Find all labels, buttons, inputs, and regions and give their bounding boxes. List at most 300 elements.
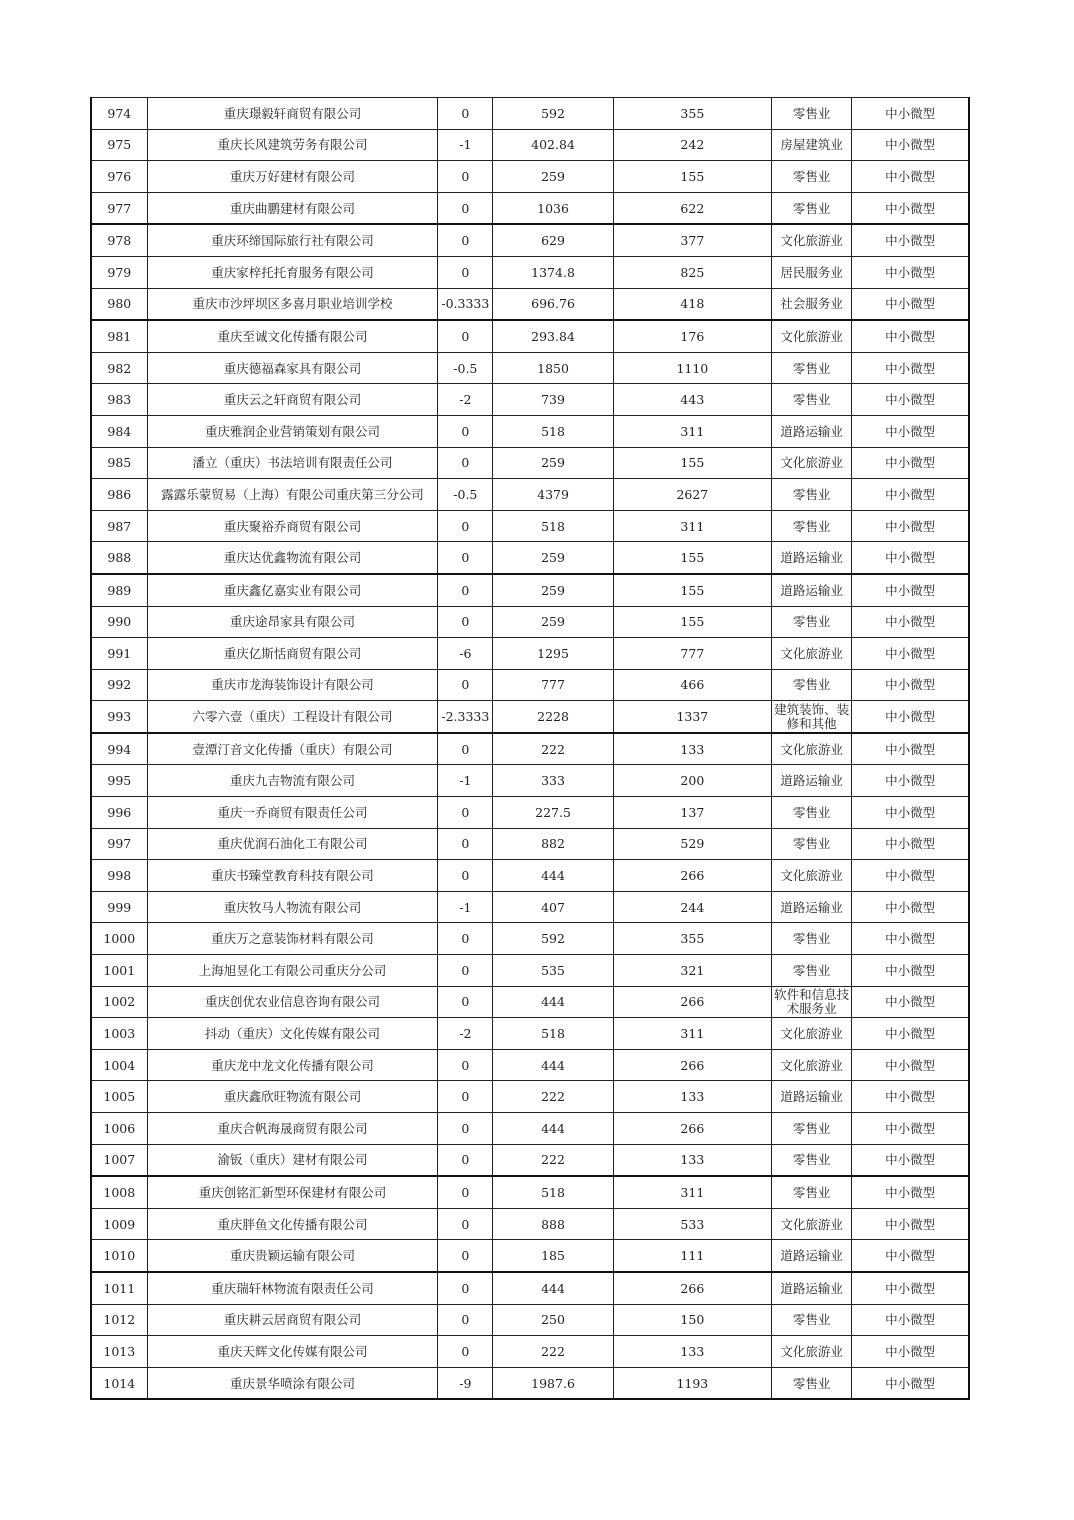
- cell-company-name: 重庆雅润企业营销策划有限公司: [147, 415, 438, 447]
- cell-industry: 文化旅游业: [772, 1336, 852, 1368]
- cell-value-b: 1036: [493, 192, 613, 224]
- cell-value-b: 444: [493, 1113, 613, 1145]
- cell-company-name: 重庆一乔商贸有限责任公司: [147, 797, 438, 829]
- cell-number: 1006: [91, 1113, 147, 1145]
- cell-industry: 文化旅游业: [772, 1049, 852, 1081]
- cell-value-a: 0: [438, 1208, 493, 1240]
- cell-value-a: 0: [438, 320, 493, 352]
- cell-value-a: 0: [438, 1240, 493, 1272]
- cell-industry: 零售业: [772, 384, 852, 416]
- cell-value-c: 321: [613, 955, 771, 987]
- cell-industry: 建筑装饰、装修和其他: [772, 701, 852, 733]
- cell-company-name: 壹潭汀音文化传播（重庆）有限公司: [147, 733, 438, 765]
- cell-number: 1005: [91, 1081, 147, 1113]
- table-row: [91, 1176, 969, 1208]
- cell-number: 998: [91, 860, 147, 892]
- table-row: [91, 192, 969, 224]
- table-row: [91, 256, 969, 288]
- cell-value-b: 185: [493, 1240, 613, 1272]
- cell-industry: 文化旅游业: [772, 320, 852, 352]
- cell-number: 974: [91, 98, 147, 130]
- cell-enterprise-size: 中小微型: [852, 510, 969, 542]
- cell-company-name: 重庆聚裕乔商贸有限公司: [147, 510, 438, 542]
- cell-company-name: 重庆德福森家具有限公司: [147, 352, 438, 384]
- table-row: [91, 1367, 969, 1399]
- cell-value-c: 466: [613, 669, 771, 701]
- cell-value-b: 444: [493, 860, 613, 892]
- cell-number: 1009: [91, 1208, 147, 1240]
- cell-company-name: 重庆鑫欣旺物流有限公司: [147, 1081, 438, 1113]
- cell-company-name: 重庆九吉物流有限公司: [147, 765, 438, 797]
- cell-value-a: 0: [438, 415, 493, 447]
- cell-value-a: -6: [438, 638, 493, 670]
- table-row: [91, 1049, 969, 1081]
- cell-industry: 道路运输业: [772, 542, 852, 574]
- cell-company-name: 重庆胖鱼文化传播有限公司: [147, 1208, 438, 1240]
- cell-value-c: 622: [613, 192, 771, 224]
- cell-enterprise-size: 中小微型: [852, 192, 969, 224]
- table-row: [91, 129, 969, 161]
- cell-number: 1011: [91, 1272, 147, 1304]
- cell-value-c: 137: [613, 797, 771, 829]
- cell-number: 995: [91, 765, 147, 797]
- cell-number: 992: [91, 669, 147, 701]
- cell-value-c: 266: [613, 1272, 771, 1304]
- cell-industry: 软件和信息技术服务业: [772, 986, 852, 1018]
- cell-value-c: 266: [613, 860, 771, 892]
- cell-value-a: 0: [438, 1272, 493, 1304]
- cell-value-a: -0.5: [438, 479, 493, 511]
- cell-value-a: 0: [438, 447, 493, 479]
- cell-value-b: 1295: [493, 638, 613, 670]
- cell-value-c: 311: [613, 415, 771, 447]
- cell-value-b: 518: [493, 415, 613, 447]
- cell-company-name: 重庆贵颖运输有限公司: [147, 1240, 438, 1272]
- cell-number: 986: [91, 479, 147, 511]
- cell-enterprise-size: 中小微型: [852, 320, 969, 352]
- cell-value-b: 222: [493, 1336, 613, 1368]
- cell-value-c: 825: [613, 256, 771, 288]
- table-row: [91, 986, 969, 1018]
- cell-company-name: 重庆至诚文化传播有限公司: [147, 320, 438, 352]
- cell-value-b: 259: [493, 574, 613, 606]
- cell-industry: 零售业: [772, 352, 852, 384]
- cell-industry: 零售业: [772, 923, 852, 955]
- cell-enterprise-size: 中小微型: [852, 669, 969, 701]
- cell-number: 976: [91, 161, 147, 193]
- cell-enterprise-size: 中小微型: [852, 891, 969, 923]
- cell-value-b: 222: [493, 1144, 613, 1176]
- cell-company-name: 上海旭昱化工有限公司重庆分公司: [147, 955, 438, 987]
- cell-enterprise-size: 中小微型: [852, 574, 969, 606]
- cell-value-a: -2: [438, 384, 493, 416]
- table-row: [91, 1336, 969, 1368]
- cell-value-c: 1193: [613, 1367, 771, 1399]
- table-row: [91, 1144, 969, 1176]
- cell-company-name: 重庆万好建材有限公司: [147, 161, 438, 193]
- table-row: [91, 447, 969, 479]
- cell-company-name: 潘立（重庆）书法培训有限责任公司: [147, 447, 438, 479]
- cell-enterprise-size: 中小微型: [852, 288, 969, 320]
- cell-value-c: 155: [613, 606, 771, 638]
- table-row: [91, 1113, 969, 1145]
- cell-industry: 零售业: [772, 955, 852, 987]
- table-row: [91, 510, 969, 542]
- table-row: [91, 98, 969, 130]
- table-row: [91, 828, 969, 860]
- cell-enterprise-size: 中小微型: [852, 384, 969, 416]
- cell-value-a: 0: [438, 923, 493, 955]
- table-row: [91, 574, 969, 606]
- cell-value-c: 111: [613, 1240, 771, 1272]
- table-row: [91, 479, 969, 511]
- cell-enterprise-size: 中小微型: [852, 733, 969, 765]
- cell-value-c: 266: [613, 1113, 771, 1145]
- cell-number: 991: [91, 638, 147, 670]
- cell-value-a: 0: [438, 192, 493, 224]
- cell-company-name: 露露乐蒙贸易（上海）有限公司重庆第三分公司: [147, 479, 438, 511]
- cell-enterprise-size: 中小微型: [852, 1208, 969, 1240]
- cell-company-name: 重庆鑫亿嘉实业有限公司: [147, 574, 438, 606]
- cell-number: 983: [91, 384, 147, 416]
- cell-value-a: -0.5: [438, 352, 493, 384]
- cell-number: 1008: [91, 1176, 147, 1208]
- cell-company-name: 重庆创优农业信息咨询有限公司: [147, 986, 438, 1018]
- cell-industry: 文化旅游业: [772, 860, 852, 892]
- cell-company-name: 重庆市沙坪坝区多喜月职业培训学校: [147, 288, 438, 320]
- table-row: [91, 161, 969, 193]
- cell-value-c: 311: [613, 1018, 771, 1050]
- cell-industry: 道路运输业: [772, 1272, 852, 1304]
- cell-industry: 房屋建筑业: [772, 129, 852, 161]
- cell-number: 975: [91, 129, 147, 161]
- cell-value-b: 444: [493, 1049, 613, 1081]
- cell-enterprise-size: 中小微型: [852, 224, 969, 256]
- cell-value-b: 592: [493, 98, 613, 130]
- cell-number: 981: [91, 320, 147, 352]
- cell-industry: 零售业: [772, 98, 852, 130]
- cell-enterprise-size: 中小微型: [852, 828, 969, 860]
- cell-value-a: 0: [438, 574, 493, 606]
- cell-value-c: 155: [613, 161, 771, 193]
- cell-industry: 零售业: [772, 192, 852, 224]
- cell-value-b: 250: [493, 1304, 613, 1336]
- cell-value-c: 311: [613, 1176, 771, 1208]
- cell-value-a: 0: [438, 1176, 493, 1208]
- table-row: [91, 797, 969, 829]
- cell-value-a: 0: [438, 1049, 493, 1081]
- cell-enterprise-size: 中小微型: [852, 1176, 969, 1208]
- cell-company-name: 六零六壹（重庆）工程设计有限公司: [147, 701, 438, 733]
- table-row: [91, 1272, 969, 1304]
- cell-value-a: 0: [438, 669, 493, 701]
- table-row: [91, 542, 969, 574]
- cell-value-a: 0: [438, 797, 493, 829]
- cell-value-c: 150: [613, 1304, 771, 1336]
- cell-value-b: 1374.8: [493, 256, 613, 288]
- cell-industry: 道路运输业: [772, 574, 852, 606]
- cell-value-a: 0: [438, 542, 493, 574]
- cell-number: 990: [91, 606, 147, 638]
- cell-value-a: 0: [438, 606, 493, 638]
- table-row: [91, 415, 969, 447]
- cell-company-name: 重庆云之轩商贸有限公司: [147, 384, 438, 416]
- cell-enterprise-size: 中小微型: [852, 986, 969, 1018]
- cell-value-a: 0: [438, 1336, 493, 1368]
- cell-enterprise-size: 中小微型: [852, 860, 969, 892]
- cell-company-name: 重庆长风建筑劳务有限公司: [147, 129, 438, 161]
- cell-value-a: -1: [438, 891, 493, 923]
- cell-company-name: 重庆市龙海装饰设计有限公司: [147, 669, 438, 701]
- cell-company-name: 重庆创铭汇新型环保建材有限公司: [147, 1176, 438, 1208]
- cell-value-c: 443: [613, 384, 771, 416]
- cell-value-b: 227.5: [493, 797, 613, 829]
- cell-value-a: 0: [438, 860, 493, 892]
- cell-enterprise-size: 中小微型: [852, 701, 969, 733]
- table-row: [91, 606, 969, 638]
- cell-value-b: 739: [493, 384, 613, 416]
- cell-company-name: 重庆景华喷涂有限公司: [147, 1367, 438, 1399]
- cell-value-b: 402.84: [493, 129, 613, 161]
- cell-industry: 零售业: [772, 1113, 852, 1145]
- cell-company-name: 重庆家梓托托育服务有限公司: [147, 256, 438, 288]
- cell-company-name: 重庆天辉文化传媒有限公司: [147, 1336, 438, 1368]
- cell-company-name: 重庆优润石油化工有限公司: [147, 828, 438, 860]
- cell-enterprise-size: 中小微型: [852, 1049, 969, 1081]
- cell-number: 984: [91, 415, 147, 447]
- cell-value-a: -2.3333: [438, 701, 493, 733]
- cell-number: 1007: [91, 1144, 147, 1176]
- table-row: [91, 733, 969, 765]
- cell-industry: 社会服务业: [772, 288, 852, 320]
- cell-company-name: 重庆牧马人物流有限公司: [147, 891, 438, 923]
- cell-value-b: 629: [493, 224, 613, 256]
- cell-industry: 零售业: [772, 1304, 852, 1336]
- cell-industry: 零售业: [772, 828, 852, 860]
- cell-value-c: 311: [613, 510, 771, 542]
- cell-industry: 零售业: [772, 669, 852, 701]
- cell-company-name: 重庆万之意装饰材料有限公司: [147, 923, 438, 955]
- table-row: [91, 860, 969, 892]
- cell-company-name: 重庆耕云居商贸有限公司: [147, 1304, 438, 1336]
- cell-value-b: 222: [493, 1081, 613, 1113]
- cell-company-name: 重庆书臻堂教育科技有限公司: [147, 860, 438, 892]
- cell-industry: 文化旅游业: [772, 224, 852, 256]
- cell-company-name: 重庆龙中龙文化传播有限公司: [147, 1049, 438, 1081]
- cell-industry: 文化旅游业: [772, 447, 852, 479]
- cell-enterprise-size: 中小微型: [852, 352, 969, 384]
- cell-industry: 零售业: [772, 606, 852, 638]
- cell-enterprise-size: 中小微型: [852, 447, 969, 479]
- cell-value-b: 259: [493, 606, 613, 638]
- cell-enterprise-size: 中小微型: [852, 1081, 969, 1113]
- table-row: [91, 288, 969, 320]
- cell-value-c: 155: [613, 574, 771, 606]
- cell-value-a: 0: [438, 510, 493, 542]
- table-row: [91, 1208, 969, 1240]
- cell-value-c: 266: [613, 1049, 771, 1081]
- data-table: [90, 97, 970, 1400]
- cell-enterprise-size: 中小微型: [852, 955, 969, 987]
- cell-value-b: 222: [493, 733, 613, 765]
- cell-value-a: -1: [438, 765, 493, 797]
- cell-value-b: 535: [493, 955, 613, 987]
- cell-value-a: 0: [438, 1113, 493, 1145]
- cell-value-a: -2: [438, 1018, 493, 1050]
- cell-company-name: 重庆瑞轩林物流有限责任公司: [147, 1272, 438, 1304]
- cell-industry: 文化旅游业: [772, 1018, 852, 1050]
- cell-value-a: 0: [438, 98, 493, 130]
- cell-number: 979: [91, 256, 147, 288]
- cell-value-c: 200: [613, 765, 771, 797]
- table-row: [91, 384, 969, 416]
- cell-number: 1001: [91, 955, 147, 987]
- cell-value-a: -9: [438, 1367, 493, 1399]
- table-row: [91, 1240, 969, 1272]
- cell-value-b: 518: [493, 1018, 613, 1050]
- table-row: [91, 891, 969, 923]
- cell-number: 978: [91, 224, 147, 256]
- cell-value-a: 0: [438, 1304, 493, 1336]
- table-row: [91, 669, 969, 701]
- cell-value-b: 444: [493, 986, 613, 1018]
- cell-enterprise-size: 中小微型: [852, 1240, 969, 1272]
- cell-enterprise-size: 中小微型: [852, 1018, 969, 1050]
- cell-industry: 道路运输业: [772, 1240, 852, 1272]
- cell-value-a: 0: [438, 828, 493, 860]
- cell-industry: 道路运输业: [772, 1081, 852, 1113]
- cell-value-b: 444: [493, 1272, 613, 1304]
- cell-value-c: 533: [613, 1208, 771, 1240]
- cell-value-b: 882: [493, 828, 613, 860]
- cell-number: 993: [91, 701, 147, 733]
- table-body: [91, 98, 969, 1400]
- cell-value-c: 355: [613, 923, 771, 955]
- cell-company-name: 重庆环缔国际旅行社有限公司: [147, 224, 438, 256]
- cell-value-b: 4379: [493, 479, 613, 511]
- cell-value-c: 1110: [613, 352, 771, 384]
- cell-number: 1002: [91, 986, 147, 1018]
- cell-value-b: 1987.6: [493, 1367, 613, 1399]
- cell-value-b: 407: [493, 891, 613, 923]
- cell-value-a: 0: [438, 1081, 493, 1113]
- cell-industry: 道路运输业: [772, 415, 852, 447]
- cell-value-c: 777: [613, 638, 771, 670]
- cell-value-a: 0: [438, 256, 493, 288]
- cell-value-c: 244: [613, 891, 771, 923]
- cell-number: 1012: [91, 1304, 147, 1336]
- table-row: [91, 765, 969, 797]
- cell-value-c: 155: [613, 542, 771, 574]
- cell-value-c: 242: [613, 129, 771, 161]
- cell-enterprise-size: 中小微型: [852, 638, 969, 670]
- cell-enterprise-size: 中小微型: [852, 1113, 969, 1145]
- cell-number: 1003: [91, 1018, 147, 1050]
- cell-enterprise-size: 中小微型: [852, 1367, 969, 1399]
- cell-value-c: 355: [613, 98, 771, 130]
- cell-enterprise-size: 中小微型: [852, 415, 969, 447]
- cell-value-c: 133: [613, 1144, 771, 1176]
- cell-value-c: 418: [613, 288, 771, 320]
- cell-number: 987: [91, 510, 147, 542]
- cell-enterprise-size: 中小微型: [852, 1304, 969, 1336]
- cell-industry: 零售业: [772, 161, 852, 193]
- cell-value-c: 133: [613, 1081, 771, 1113]
- table-row: [91, 1081, 969, 1113]
- table-row: [91, 638, 969, 670]
- cell-enterprise-size: 中小微型: [852, 797, 969, 829]
- cell-value-c: 377: [613, 224, 771, 256]
- cell-company-name: 重庆曲鹏建材有限公司: [147, 192, 438, 224]
- cell-value-b: 888: [493, 1208, 613, 1240]
- cell-industry: 零售业: [772, 1144, 852, 1176]
- cell-number: 994: [91, 733, 147, 765]
- cell-value-c: 529: [613, 828, 771, 860]
- cell-company-name: 重庆亿斯恬商贸有限公司: [147, 638, 438, 670]
- cell-company-name: 重庆达优鑫物流有限公司: [147, 542, 438, 574]
- cell-value-b: 293.84: [493, 320, 613, 352]
- cell-number: 985: [91, 447, 147, 479]
- cell-value-b: 259: [493, 447, 613, 479]
- cell-industry: 零售业: [772, 1176, 852, 1208]
- cell-number: 982: [91, 352, 147, 384]
- cell-value-b: 518: [493, 1176, 613, 1208]
- cell-value-a: 0: [438, 955, 493, 987]
- cell-company-name: 重庆璟毅轩商贸有限公司: [147, 98, 438, 130]
- cell-company-name: 渝钣（重庆）建材有限公司: [147, 1144, 438, 1176]
- cell-number: 1010: [91, 1240, 147, 1272]
- table-row: [91, 224, 969, 256]
- table-row: [91, 352, 969, 384]
- table-row: [91, 701, 969, 733]
- cell-value-c: 133: [613, 1336, 771, 1368]
- cell-value-b: 1850: [493, 352, 613, 384]
- cell-industry: 居民服务业: [772, 256, 852, 288]
- cell-enterprise-size: 中小微型: [852, 98, 969, 130]
- cell-number: 1000: [91, 923, 147, 955]
- cell-value-b: 333: [493, 765, 613, 797]
- cell-value-c: 155: [613, 447, 771, 479]
- cell-enterprise-size: 中小微型: [852, 1336, 969, 1368]
- cell-number: 1013: [91, 1336, 147, 1368]
- cell-value-a: 0: [438, 733, 493, 765]
- table-row: [91, 1304, 969, 1336]
- cell-value-b: 592: [493, 923, 613, 955]
- cell-value-a: 0: [438, 224, 493, 256]
- cell-company-name: 重庆途昂家具有限公司: [147, 606, 438, 638]
- cell-value-b: 777: [493, 669, 613, 701]
- cell-number: 997: [91, 828, 147, 860]
- cell-company-name: 重庆合帆海晟商贸有限公司: [147, 1113, 438, 1145]
- cell-value-c: 1337: [613, 701, 771, 733]
- cell-number: 980: [91, 288, 147, 320]
- cell-value-c: 133: [613, 733, 771, 765]
- cell-industry: 文化旅游业: [772, 733, 852, 765]
- cell-enterprise-size: 中小微型: [852, 606, 969, 638]
- table-row: [91, 320, 969, 352]
- cell-enterprise-size: 中小微型: [852, 765, 969, 797]
- cell-industry: 文化旅游业: [772, 1208, 852, 1240]
- cell-value-a: 0: [438, 986, 493, 1018]
- cell-number: 989: [91, 574, 147, 606]
- cell-value-c: 266: [613, 986, 771, 1018]
- cell-value-a: 0: [438, 1144, 493, 1176]
- cell-value-c: 2627: [613, 479, 771, 511]
- cell-value-a: -0.3333: [438, 288, 493, 320]
- cell-value-a: -1: [438, 129, 493, 161]
- cell-value-b: 2228: [493, 701, 613, 733]
- cell-industry: 零售业: [772, 510, 852, 542]
